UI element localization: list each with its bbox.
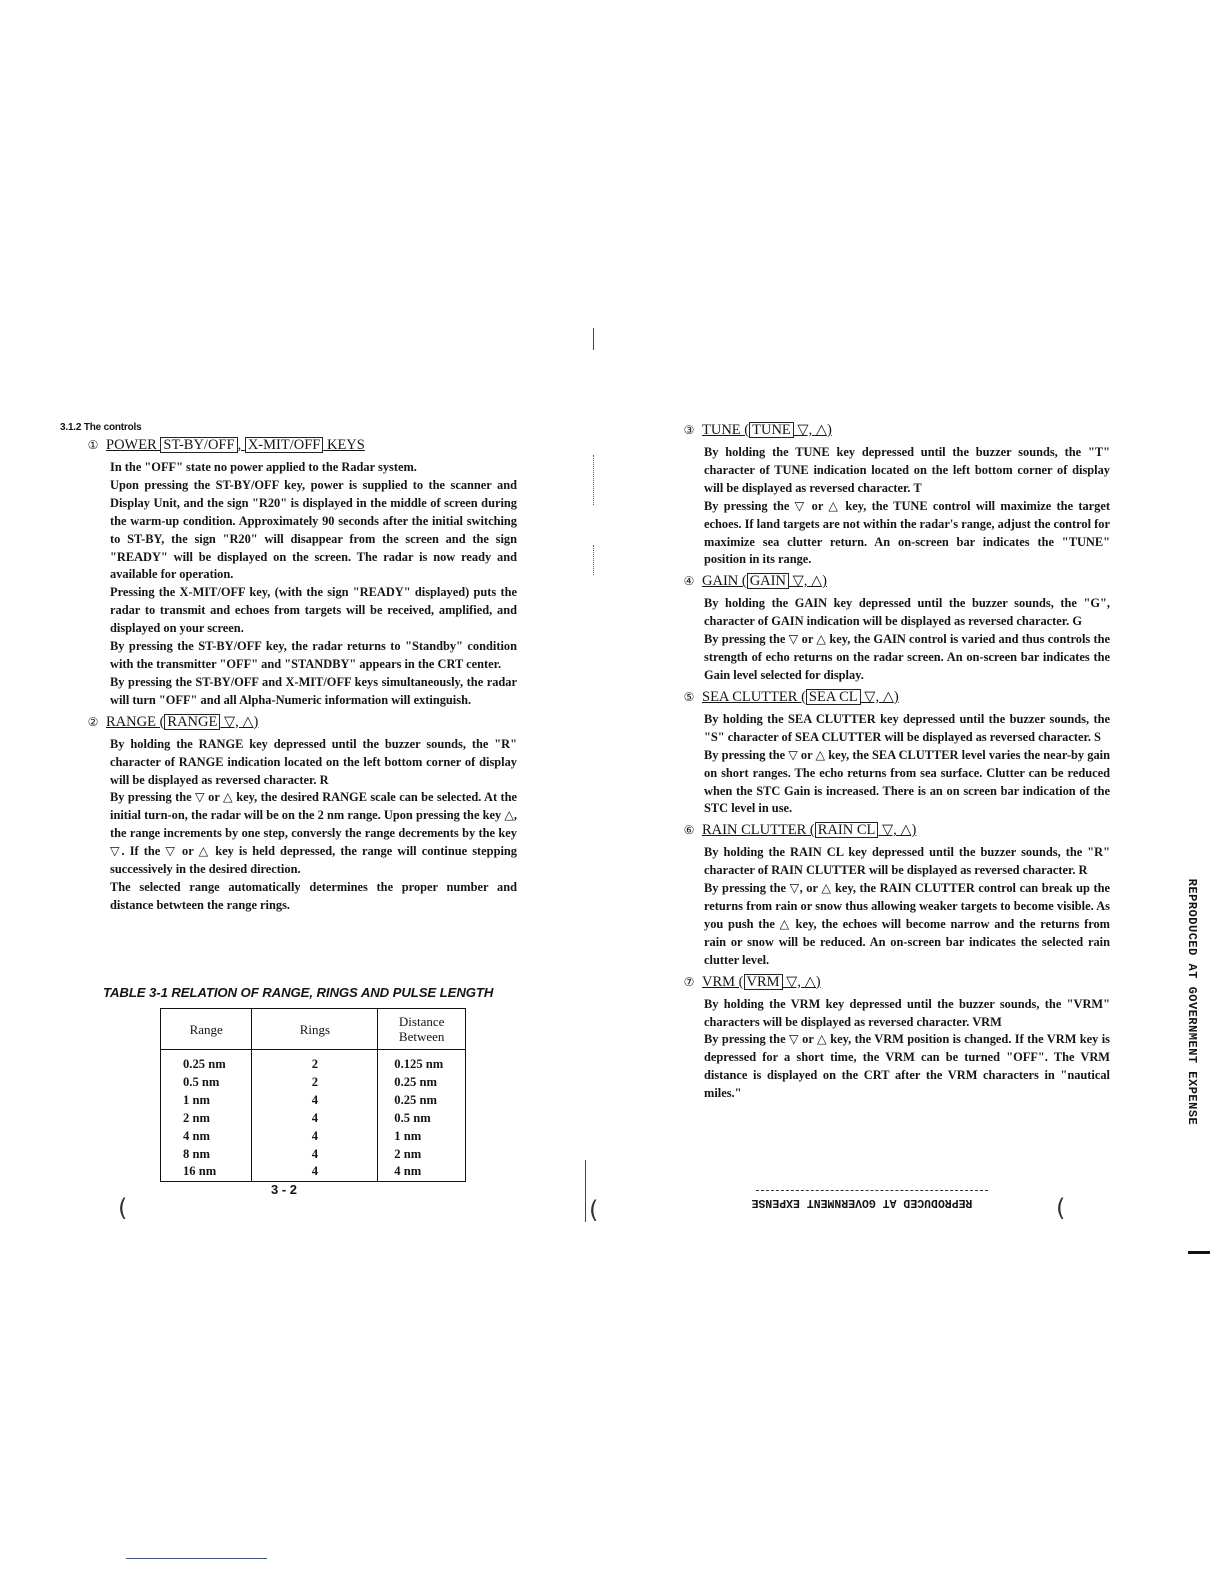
- paragraph: By pressing the ▽ or △ key, the TUNE control will maximize the target echoes. If land targets are not within the radar's range, adjust the control for maximize sea clutter return. An on-screen bar indicates the "TUNE" position in its range.: [704, 498, 1110, 567]
- heading-text: ▽, △): [878, 822, 917, 839]
- paragraph: By holding the TUNE key depressed until the buzzer sounds, the "T" character of TUNE indication located on the left bottom corner of display will be displayed as reversed character. T: [704, 445, 1110, 495]
- paragraph: By pressing the ST-BY/OFF and X-MIT/OFF keys simultaneously, the radar will turn "OFF" and all Alpha-Numeric information will extinguish.: [110, 674, 517, 707]
- range-key: RANGE: [164, 714, 220, 730]
- table-row: [161, 1074, 466, 1092]
- table-row: [161, 1163, 466, 1181]
- cell-rings: 4: [252, 1110, 378, 1128]
- heading-text: TUNE (: [702, 422, 750, 438]
- heading-text: RAIN CLUTTER (: [702, 822, 815, 839]
- stamp-rule: [756, 1190, 988, 1191]
- x-mit-off-key: X-MIT/OFF: [245, 437, 324, 453]
- section-number: 3.1.2 The controls: [60, 422, 142, 433]
- heading-tune: [680, 421, 1120, 440]
- paragraph: By pressing the ▽ or △ key, the desired RANGE scale can be selected. At the initial turn-on, the radar will be on the 2 nm range. Upon pressing the key △, the range increments by one step, conversly the range decrements by the key ▽. If the ▽ or △ key is held depressed, the range will continue stepping successively in the desired direction.: [110, 790, 517, 877]
- heading-text: KEYS: [323, 437, 365, 453]
- table-row: [161, 1092, 466, 1110]
- side-reproduced-stamp: [1180, 872, 1204, 1132]
- power-keys-description: [110, 459, 517, 710]
- paragraph: The selected range automatically determines the proper number and distance betwteen the range rings.: [110, 879, 517, 912]
- cell-range: 0.25 nm: [161, 1050, 252, 1074]
- cell-rings: 4: [252, 1163, 378, 1181]
- table-row: [161, 1110, 466, 1128]
- column-header-rings: Rings: [252, 1009, 378, 1050]
- cell-range: 2 nm: [161, 1110, 252, 1128]
- paragraph: Upon pressing the ST-BY/OFF key, power is supplied to the scanner and Display Unit, and the sign "R20" is displayed in the middle of screen during the warm-up condition. Approximately 90 seconds after the initial switching to ST-BY, the sign "R20" will disappear from the screen and the sign "READY" will be displayed on the screen. The radar is now ready and available for operation.: [110, 477, 517, 582]
- table-row: [161, 1128, 466, 1146]
- heading-text: ▽, △): [793, 422, 832, 438]
- heading-text: VRM (: [702, 973, 744, 990]
- paragraph: By pressing the ▽ or △ key, the VRM position is changed. If the VRM key is depressed for a short time, the VRM can be turned "OFF". The VRM distance is displayed on the CRT after the VRM characters in "nautical miles.": [704, 1032, 1110, 1101]
- item-number: ③: [683, 423, 695, 437]
- cell-rings: 4: [252, 1092, 378, 1110]
- paragraph: By pressing the ▽, or △ key, the RAIN CLUTTER control can break up the returns from rain or snow thus allowing weaker targets to become visible. As you push the △ key, the echoes will become narrow and the returns from rain or snow will be reduced. An on-screen bar indicates the selected rain clutter level.: [704, 881, 1110, 967]
- cell-range: 0.5 nm: [161, 1074, 252, 1092]
- heading-text: ▽, △): [860, 688, 899, 705]
- range-rings-table: [160, 1008, 466, 1182]
- st-by-off-key: ST-BY/OFF: [160, 437, 237, 453]
- binding-paren-center: (: [589, 1196, 599, 1224]
- column-header-distance: Distance Between: [378, 1009, 466, 1050]
- right-column: [680, 418, 1120, 1103]
- range-description: [110, 736, 517, 915]
- vrm-description: [704, 996, 1110, 1103]
- heading-text: RANGE (: [106, 713, 165, 730]
- page-number: 3 - 2: [271, 1182, 298, 1197]
- sea-cl-key: SEA CL: [806, 689, 861, 705]
- rain-cl-key: RAIN CL: [815, 822, 879, 838]
- table-header-row: [161, 1009, 466, 1050]
- heading-gain: [680, 572, 1120, 591]
- sea-clutter-description: [704, 711, 1110, 818]
- cell-rings: 2: [252, 1074, 378, 1092]
- item-number: ②: [87, 714, 99, 729]
- cell-distance: 0.5 nm: [378, 1110, 466, 1128]
- cell-distance: 0.25 nm: [378, 1092, 466, 1110]
- bottom-reproduced-stamp: [736, 1190, 988, 1216]
- paragraph: By pressing the ▽ or △ key, the GAIN control is varied and thus controls the strength of echo returns on the radar screen. An on-screen bar indicates the Gain level selected for display.: [704, 632, 1110, 682]
- cell-distance: 0.125 nm: [378, 1050, 466, 1074]
- table-caption: TABLE 3-1 RELATION OF RANGE, RINGS AND PULSE LENGTH: [103, 985, 494, 1000]
- heading-range: [84, 713, 530, 732]
- paragraph: Pressing the X-MIT/OFF key, (with the sign "READY" displayed) puts the radar to transmit and echoes from targets will be received, amplified, and displayed on your screen.: [110, 585, 517, 636]
- heading-power-keys: [84, 436, 530, 455]
- cell-distance: 2 nm: [378, 1146, 466, 1164]
- cell-rings: 4: [252, 1146, 378, 1164]
- cell-distance: 4 nm: [378, 1163, 466, 1181]
- item-number: ⑦: [683, 974, 695, 989]
- left-column: [60, 422, 530, 915]
- heading-text: ▽, △): [782, 973, 821, 990]
- tune-key: TUNE: [749, 422, 794, 438]
- table-row: [161, 1050, 466, 1074]
- cell-rings: 2: [252, 1050, 378, 1074]
- paragraph: In the "OFF" state no power applied to the Radar system.: [110, 460, 417, 474]
- gain-description: [704, 595, 1110, 685]
- heading-text: ▽, △): [788, 573, 827, 590]
- paragraph: By holding the VRM key depressed until the buzzer sounds, the "VRM" characters will be displayed as reversed character. VRM: [704, 996, 1110, 1029]
- heading-text: ▽, △): [220, 713, 259, 730]
- cell-rings: 4: [252, 1128, 378, 1146]
- fold-mark-middle: [593, 545, 595, 575]
- heading-sea-clutter: [680, 688, 1120, 707]
- margin-mark: [1188, 1251, 1210, 1254]
- cell-range: 4 nm: [161, 1128, 252, 1146]
- tune-description: [704, 444, 1110, 569]
- heading-text: GAIN (: [702, 573, 747, 590]
- heading-separator: ,: [237, 437, 245, 453]
- item-number: ⑥: [683, 823, 695, 838]
- column-header-range: Range: [161, 1009, 252, 1050]
- item-number: ④: [683, 574, 695, 589]
- cell-distance: 1 nm: [378, 1128, 466, 1146]
- paragraph: By holding the SEA CLUTTER key depressed until the buzzer sounds, the "S" character of SEA CLUTTER will be displayed as reversed character. S: [704, 711, 1110, 744]
- paragraph: By pressing the ▽ or △ key, the SEA CLUTTER level varies the near-by gain on short ranges. The echo returns from sea surface. Clutter can be reduced when the STC Gain is increased. There is an on screen bar indication of the STC level in use.: [704, 747, 1110, 816]
- binding-paren-right: (: [1056, 1194, 1066, 1222]
- binding-line: [585, 1160, 586, 1222]
- paragraph: By pressing the ST-BY/OFF key, the radar returns to "Standby" condition with the transmitter "OFF" and "STANDBY" appears in the CRT center.: [110, 639, 517, 671]
- heading-text: POWER: [106, 437, 161, 453]
- stamp-text: REPRODUCED AT GOVERNMENT EXPENSE: [1185, 878, 1199, 1126]
- paragraph: By holding the RAIN CL key depressed until the buzzer sounds, the "R" character of RAIN CLUTTER will be displayed as reversed character. R: [704, 845, 1110, 878]
- item-number: ⑤: [683, 689, 695, 704]
- heading-rain-clutter: [680, 821, 1120, 840]
- binding-paren-left: (: [118, 1194, 128, 1222]
- table-row: [161, 1146, 466, 1164]
- cell-range: 8 nm: [161, 1146, 252, 1164]
- gain-key: GAIN: [747, 573, 789, 589]
- rain-clutter-description: [704, 844, 1110, 969]
- cell-range: 1 nm: [161, 1092, 252, 1110]
- heading-text: SEA CLUTTER (: [702, 688, 806, 705]
- vrm-key: VRM: [744, 974, 783, 990]
- fold-mark-dots: [593, 455, 595, 505]
- fold-mark-top: [593, 328, 594, 350]
- paragraph: By holding the GAIN key depressed until the buzzer sounds, the "G", character of GAIN indication will be displayed as reversed character. G: [704, 596, 1110, 629]
- stamp-text: REPRODUCED AT GOVERNMENT EXPENSE: [751, 1196, 973, 1209]
- cell-distance: 0.25 nm: [378, 1074, 466, 1092]
- blue-rule: [126, 1558, 267, 1559]
- cell-range: 16 nm: [161, 1163, 252, 1181]
- item-number: ①: [87, 438, 99, 452]
- paragraph: By holding the RANGE key depressed until the buzzer sounds, the "R" character of RANGE indication located on the left bottom corner of display will be displayed as reversed character. R: [110, 736, 517, 787]
- heading-vrm: [680, 973, 1120, 992]
